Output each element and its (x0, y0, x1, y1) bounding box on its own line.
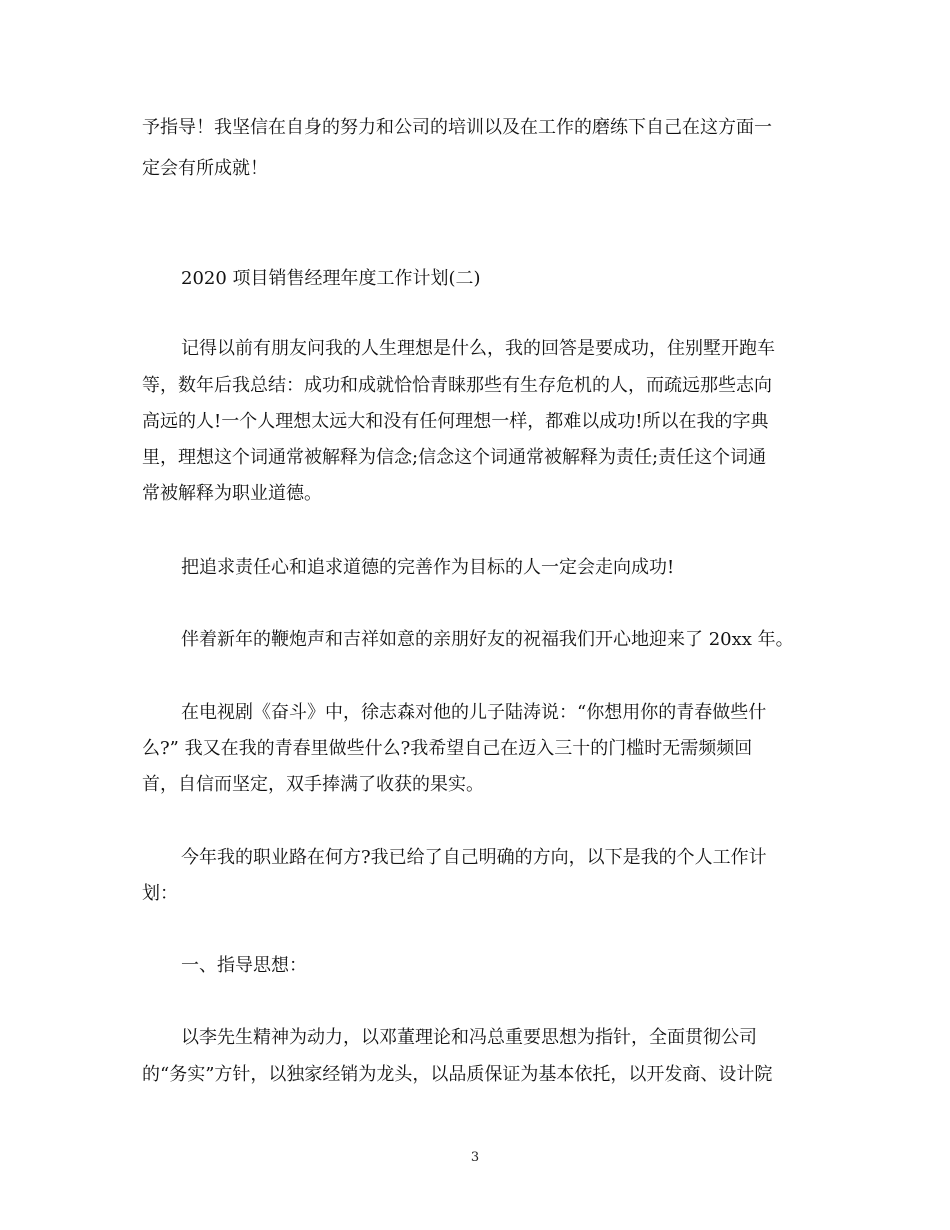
text-line: 高远的人!一个人理想太远大和没有任何理想一样，都难以成功!所以在我的字典 (142, 411, 769, 432)
section-title: 2020 项目销售经理年度工作计划(二) (181, 268, 481, 289)
text-line: 定会有所成就！ (142, 158, 268, 179)
page-number: 3 (470, 1150, 480, 1165)
text-line: 伴着新年的鞭炮声和吉祥如意的亲朋好友的祝福我们开心地迎来了 20xx 年。 (181, 629, 794, 650)
text-line: 的“务实”方针，以独家经销为龙头，以品质保证为基本依托，以开发商、设计院 (142, 1064, 773, 1085)
text-line: 划： (142, 883, 178, 904)
text-line: 记得以前有朋友问我的人生理想是什么，我的回答是要成功，住别墅开跑车 (181, 338, 775, 359)
subheading: 一、指导思想： (181, 955, 307, 976)
text-line: 里，理想这个词通常被解释为信念;信念这个词通常被解释为责任;责任这个词通 (142, 447, 767, 468)
text-line: 予指导！我坚信在自身的努力和公司的培训以及在工作的磨练下自己在这方面一 (142, 117, 772, 138)
text-line: 在电视剧《奋斗》中，徐志森对他的儿子陆涛说：“你想用你的青春做些什 (181, 702, 767, 723)
text-line: 今年我的职业路在何方?我已给了自己明确的方向，以下是我的个人工作计 (181, 847, 767, 868)
text-line: 等，数年后我总结：成功和成就恰恰青睐那些有生存危机的人，而疏远那些志向 (142, 375, 772, 396)
text-line: 常被解释为职业道德。 (142, 483, 322, 504)
text-line: 把追求责任心和追求道德的完善作为目标的人一定会走向成功! (181, 557, 675, 578)
text-line: 么?” 我又在我的青春里做些什么?我希望自己在迈入三十的门槛时无需频频回 (142, 738, 753, 759)
text-line: 以李先生精神为动力，以邓董理论和冯总重要思想为指针，全面贯彻公司 (181, 1027, 757, 1048)
text-line: 首，自信而坚定，双手捧满了收获的果实。 (142, 774, 484, 795)
